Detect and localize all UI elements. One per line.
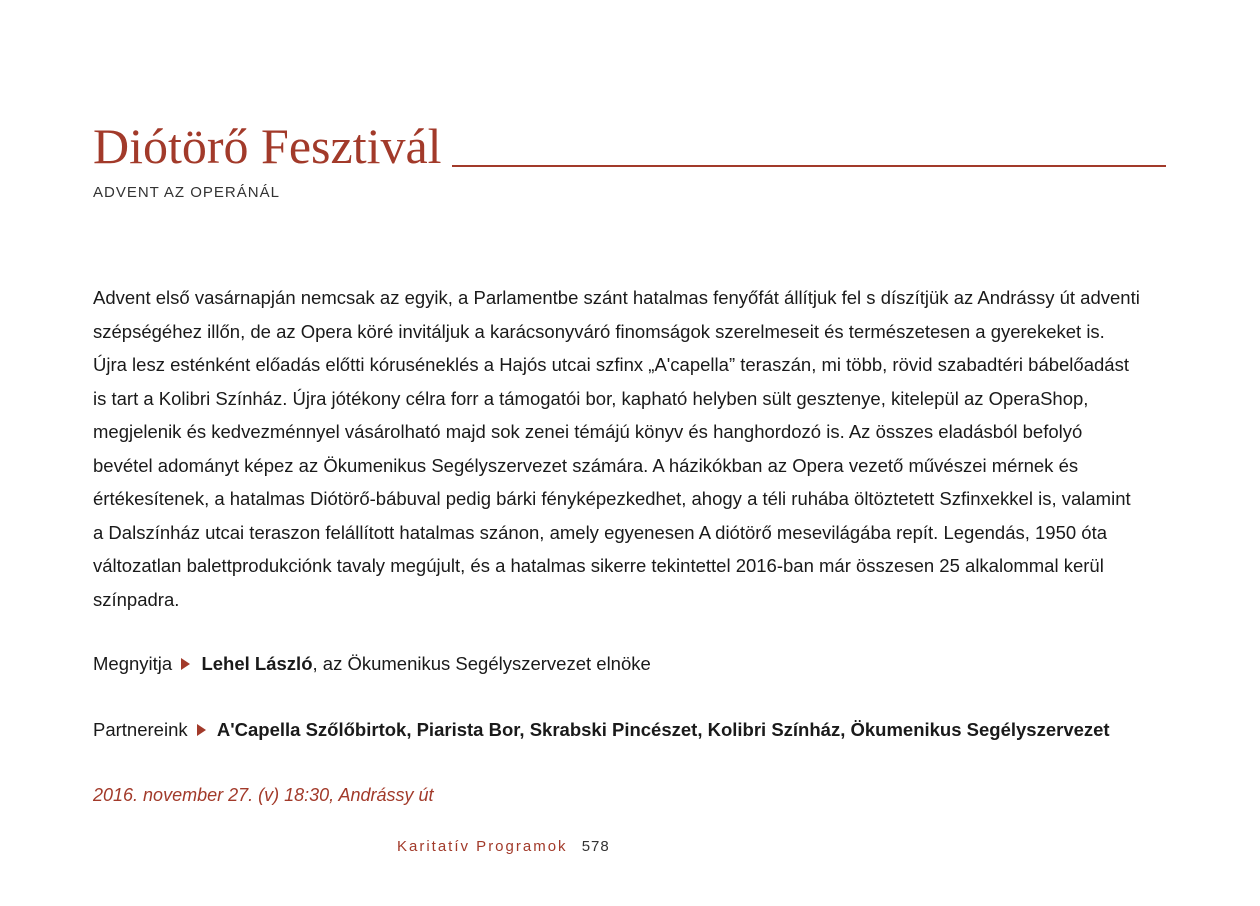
- opener-label: Megnyitja: [93, 653, 173, 674]
- page-header: [93, 118, 1166, 174]
- opener-line: [93, 650, 651, 678]
- partners-list: A'Capella Szőlőbirtok, Piarista Bor, Skrabski Pincészet, Kolibri Színház, Ökumenikus Segélyszervezet: [216, 719, 1110, 740]
- triangle-right-icon: [197, 724, 206, 736]
- page-footer: [397, 838, 610, 855]
- partners-line: [93, 716, 1110, 744]
- opener-role: , az Ökumenikus Segélyszervezet elnöke: [312, 653, 651, 674]
- opener-name: Lehel László: [201, 653, 313, 674]
- page-title: Diótörő Fesztivál: [93, 118, 442, 174]
- page-number: 578: [581, 838, 610, 855]
- body-paragraph: Advent első vasárnapján nemcsak az egyik, a Parlamentbe szánt hatalmas fenyőfát állítjuk fel s díszítjük az Andrássy út adventi szépségéhez illőn, de az Opera köré invitáljuk a karácsonyváró finomságok szerelmeseit és természetesen a gyerekeket is. Újra lesz esténként előadás előtti kóruséneklés a Hajós utcai szfinx „A'capella” teraszán, mi több, rövid szabadtéri bábelőadást is tart a Kolibri Színház. Újra jótékony célra forr a támogatói bor, kapható helyben sült gesztenye, kitelepül az OperaShop, megjelenik és kedvezménnyel vásárolható majd sok zenei témájú könyv és hanghordozó is. Az összes eladásból befolyó bevétel adományt képez az Ökumenikus Segélyszervezet számára. A házikókban az Opera vezető művészei mérnek és értékesítenek, a hatalmas Diótörő-bábuval pedig bárki fényképezkedhet, ahogy a téli ruhába öltöztetett Szfinxekkel is, valamint a Dalszínház utcai teraszon felállított hatalmas szánon, amely egyenesen A diótörő mesevilágába repít. Legendás, 1950 óta változatlan balettprodukciónk tavaly megújult, és a hatalmas sikerre tekintettel 2016-ban már összesen 25 alkalommal kerül színpadra.: [93, 287, 1140, 610]
- partners-label: Partnereink: [93, 719, 188, 740]
- title-divider: [452, 165, 1166, 167]
- triangle-right-icon: [181, 658, 190, 670]
- page-subtitle: ADVENT AZ OPERÁNÁL: [93, 184, 280, 201]
- footer-section-title: Karitatív Programok: [397, 838, 568, 855]
- event-date-location: 2016. november 27. (v) 18:30, Andrássy út: [93, 785, 434, 805]
